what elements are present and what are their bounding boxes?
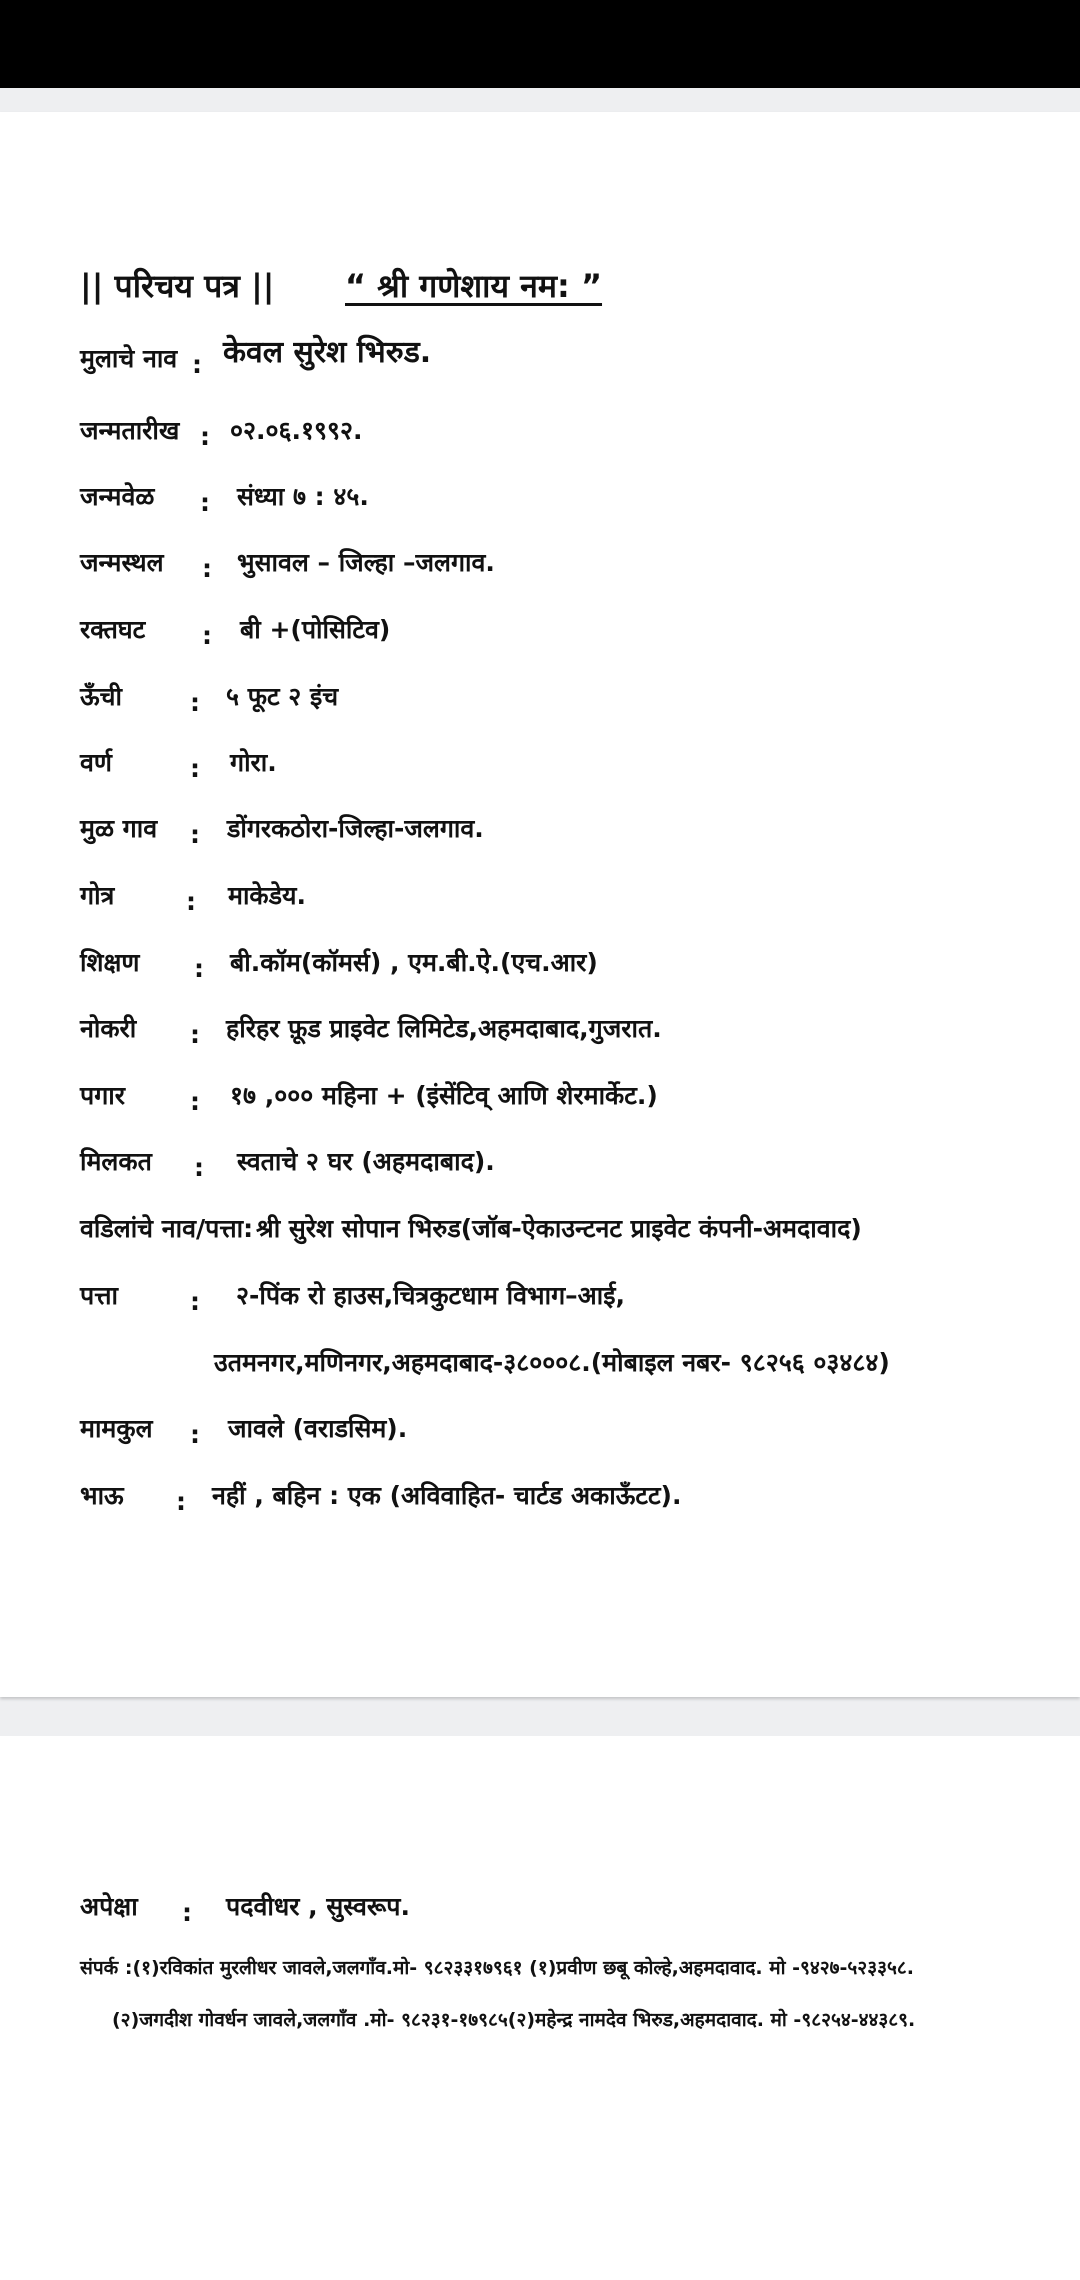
blessing-text: “ श्री गणेशाय नम: ” — [345, 267, 603, 305]
field-value: नहीं , बहिन : एक (अविवाहित- चार्टड अकाऊँटट). — [212, 1481, 682, 1510]
field-label: पगार — [80, 1081, 125, 1110]
field-label: जन्मतारीख — [80, 416, 180, 445]
field-value: २-पिंक रो हाउस,चित्रकुटधाम विभाग–आई, — [236, 1281, 625, 1310]
field-colon: : — [192, 350, 202, 379]
field-label: जन्मवेळ — [80, 482, 155, 511]
field-colon: : — [194, 954, 204, 983]
field-label: अपेक्षा — [80, 1892, 138, 1921]
field-label: वर्ण — [80, 748, 112, 777]
field-value: १७ ,००० महिना + (इंसेंटिव् आणि शेरमार्केट.) — [230, 1081, 658, 1110]
contact-line-2: (२)जगदीश गोवर्धन जावले,जलगाँव .मो- ९८२३१-१७९८५(२)महेन्द्र नामदेव भिरुड,अहमदावाद. मो -९८२५४-४४३८९. — [112, 2009, 916, 2031]
field-value: स्वताचे २ घर (अहमदाबाद). — [237, 1147, 495, 1176]
field-label: ऊँची — [80, 682, 122, 711]
field-value: ०२.०६.१९९२. — [230, 416, 363, 445]
field-colon: : — [190, 1420, 200, 1449]
field-value: उतमनगर,मणिनगर,अहमदाबाद-३८०००८.(मोबाइल नबर- ९८२५६ ०३४८४) — [214, 1348, 890, 1377]
field-label: रक्तघट — [80, 615, 146, 644]
document-page-2 — [0, 1736, 1080, 2280]
field-value: डोंगरकठोरा-जिल्हा-जलगाव. — [227, 814, 484, 843]
field-label: जन्मस्थल — [80, 548, 164, 577]
field-label: मुलाचे नाव — [80, 344, 178, 373]
field-colon: : — [190, 1020, 200, 1049]
contact-line-1: संपर्क :(१)रविकांत मुरलीधर जावले,जलगाँव.मो- ९८२३३१७९६१ (१)प्रवीण छबू कोल्हे,अहमदावाद. मो -९४२७-५२३३५८. — [80, 1957, 914, 1979]
field-colon: : — [200, 488, 210, 517]
field-value: माकेडेय. — [228, 881, 306, 910]
field-label: पत्ता — [80, 1281, 118, 1310]
field-label: नोकरी — [80, 1014, 137, 1043]
field-label: वडिलांचे नाव/पत्ता: — [80, 1214, 254, 1243]
document-page-1 — [0, 112, 1080, 1697]
field-label: मुळ गाव — [80, 814, 158, 843]
field-value: पदवीधर , सुस्वरूप. — [226, 1892, 411, 1921]
field-value: जावले (वराडसिम). — [228, 1414, 408, 1443]
status-bar — [0, 0, 1080, 88]
field-value: ५ फूट २ इंच — [226, 682, 339, 711]
field-value: बी.कॉम(कॉमर्स) , एम.बी.ऐ.(एच.आर) — [230, 948, 598, 977]
field-label: मामकुल — [80, 1414, 153, 1443]
field-colon: : — [190, 688, 200, 717]
field-colon: : — [194, 1153, 204, 1182]
field-value: केवल सुरेश भिरुड. — [223, 335, 432, 370]
field-colon: : — [202, 554, 212, 583]
field-colon: : — [182, 1898, 192, 1927]
field-colon: : — [190, 1287, 200, 1316]
field-colon: : — [202, 621, 212, 650]
field-colon: : — [186, 887, 196, 916]
document-header — [80, 264, 603, 307]
field-value: श्री सुरेश सोपान भिरुड(जॉब-ऐकाउन्टनट प्राइवेट कंपनी-अमदावाद) — [256, 1214, 862, 1243]
field-value: संध्या ७ : ४५. — [237, 482, 369, 511]
field-value: भुसावल – जिल्हा –जलगाव. — [237, 548, 495, 577]
field-label: भाऊ — [80, 1481, 124, 1510]
field-colon: : — [200, 422, 210, 451]
field-value: हरिहर फ़ूड प्राइवेट लिमिटेड,अहमदाबाद,गुजरात. — [226, 1014, 662, 1043]
field-value: बी +(पोसिटिव) — [240, 615, 391, 644]
field-colon: : — [190, 820, 200, 849]
field-label: मिलकत — [80, 1147, 152, 1176]
field-colon: : — [176, 1487, 186, 1516]
field-colon: : — [190, 1087, 200, 1116]
field-label: शिक्षण — [80, 948, 140, 977]
field-label: गोत्र — [80, 881, 115, 910]
field-value: गोरा. — [230, 748, 277, 777]
document-title: || परिचय पत्र || — [80, 267, 275, 305]
field-colon: : — [190, 754, 200, 783]
